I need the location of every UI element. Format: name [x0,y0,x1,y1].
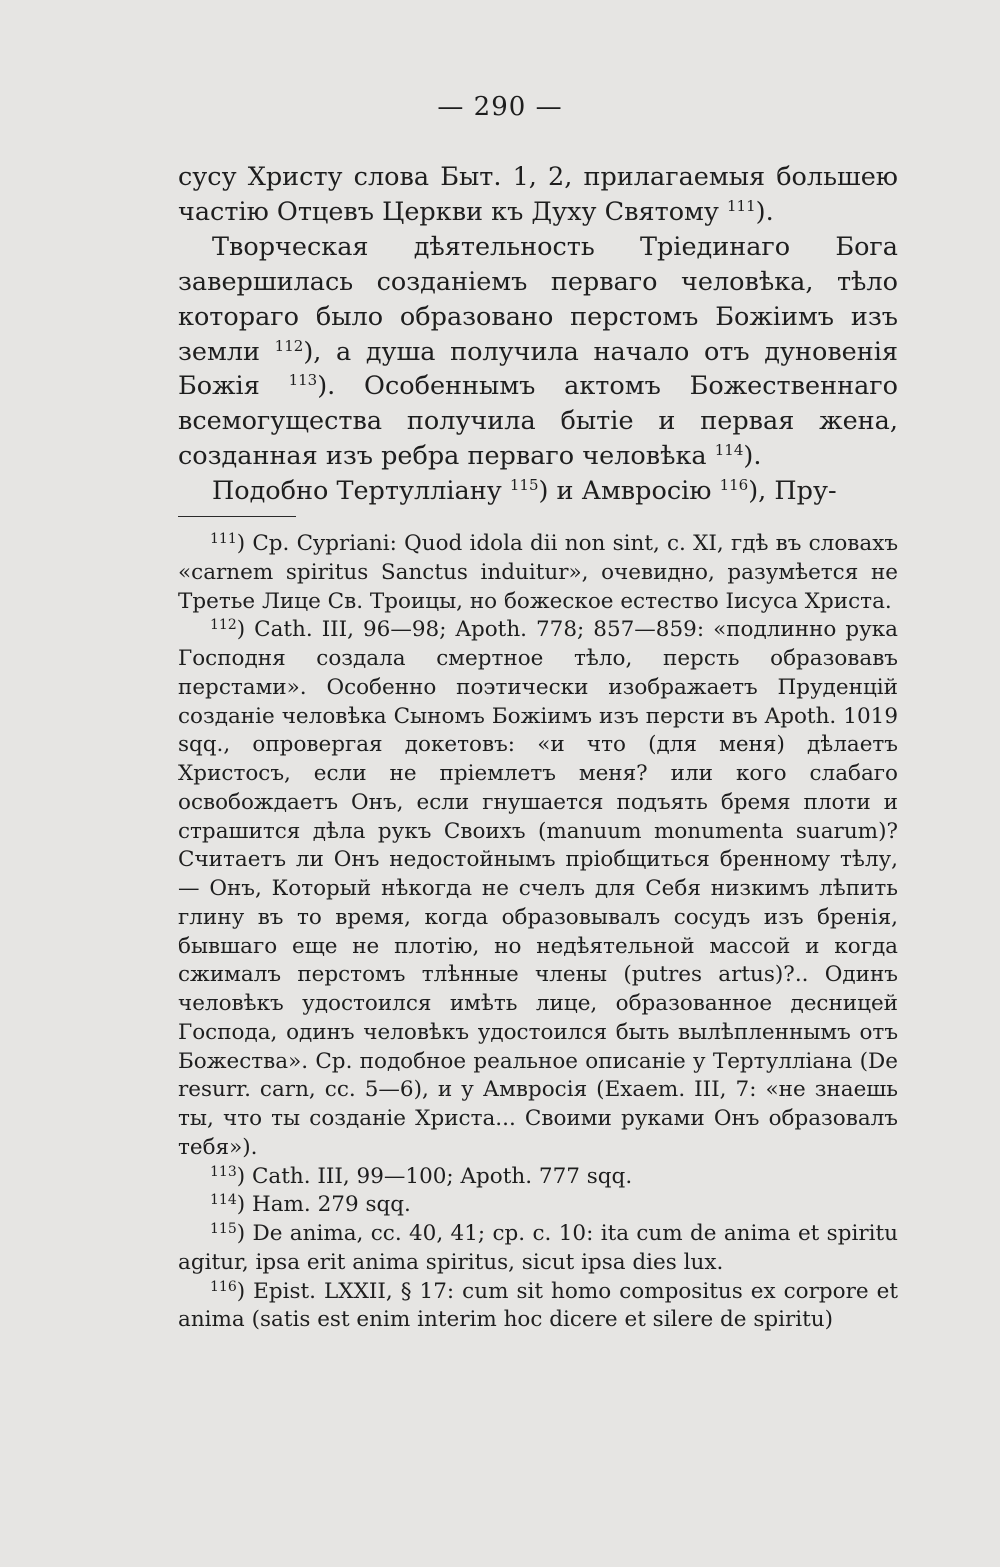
footnotes [178,530,898,1335]
footnote-ref-115: 115 [509,476,539,495]
footnote-ref-113: 113 [288,371,318,390]
paragraph-2-text-a: Творческая дѣятельность Тріединаго Бога завершилась созданіемъ перваго человѣка, тѣло котораго было образовано перстомъ Божіимъ изъ земли [178,231,898,367]
paragraph-3-text-c: ), Пру- [748,476,837,507]
footnote-ref-114: 114 [714,441,744,460]
footnote-number: 112 [210,617,237,634]
footnote-text: ) Ham. 279 sqq. [236,1192,411,1218]
footnote-number: 115 [210,1221,237,1237]
footnote-text: ) Epist. LXXII, § 17: cum sit homo compositus ex corpore et anima (satis est enim interim hoc dicere et silere de spiritu) [178,1278,898,1333]
page-number: — 290 — [437,92,563,122]
footnote-text: ) Cath. III, 99—100; Apoth. 777 sqq. [236,1163,633,1189]
footnote-111 [178,530,898,616]
footnote-ref-112: 112 [274,336,304,355]
footnote-number: 113 [210,1163,237,1180]
paragraph-1-end: ). [755,196,774,227]
footnote-number: 116 [210,1278,237,1295]
footnote-text: ) Cath. III, 96—98; Apoth. 778; 857—859: «подлинно рука Господня создала смертное тѣло, персть образовавъ перстами». Особенно поэтически изображаетъ Пруденцій созданіе человѣка Сыномъ Божіимъ изъ персти въ Apoth. 1019 sqq., опровергая докетовъ: «и что (для меня) дѣлаетъ Христосъ, если не пріемлетъ меня? или кого слабаго освобождаетъ Онъ, если гнушается подъять бремя плоти и страшится дѣла рукъ Своихъ (manuum monumenta suarum)? Считаетъ ли Онъ недостойнымъ пріобщиться бренному тѣлу,— Онъ, Который нѣкогда не счелъ для Себя низкимъ лѣпить глину въ то время, когда образовывалъ сосудъ изъ бренія, бывшаго еще не плотію, но недѣятельной массой и когда сжималъ перстомъ тлѣнные члены (putres artus)?.. Одинъ человѣкъ удостоился имѣть лице, образованное десницей Господа, одинъ человѣкъ удостоился быть вылѣпленнымъ отъ Божества». Ср. подобное реальное описаніе у Тертулліана (De resurr. carn, cc. 5—6), и у Амвросія (Exaem. III, 7: «не знаешь ты, что ты созданіе Христа... Своими руками Онъ образовалъ тебя»). [178,617,898,1160]
paragraph-3-text-a: Подобно Тертулліану [212,476,510,507]
paragraph-3-text-b: ) и Амвросію [538,476,720,507]
footnote-112 [178,616,898,1162]
footnote-text: ) De anima, cc. 40, 41; cp. c. 10: ita cum de anima et spiritu agitur, ipsa erit anima spiritus, sicut ipsa dies lux. [178,1221,898,1275]
footnote-text: ) Cp. Cypriani: Quod idola dii non sint, c. XI, гдѣ въ словахъ «carnem spiritus Sanctus induitur», очевидно, разумѣется не Третье Лице Св. Троицы, но божеское естество Іисуса Христа. [178,531,898,614]
footnote-separator [178,516,296,517]
footnote-number: 111 [210,531,237,547]
paragraph-1-text: сусу Христу слова Быт. 1, 2, прилагаемыя большею частію Отцевъ Церкви къ Духу Святому [178,162,898,227]
paragraph-2-text-d: ). [743,441,762,472]
paragraph-2 [178,230,898,474]
footnote-115 [178,1220,898,1278]
main-text [178,160,898,509]
paragraph-3 [178,474,898,509]
footnote-113 [178,1163,898,1192]
footnote-number: 114 [210,1192,237,1209]
paragraph-2-text-c: ). Особеннымъ актомъ Божественнаго всемогущества получила бытіе и первая жена, созданная изъ ребра перваго человѣка [178,371,898,472]
footnote-ref-116: 116 [719,476,749,495]
paragraph-2-text-b: ), а душа получила начало отъ дуновенія Божія [178,336,899,402]
footnote-116 [178,1278,898,1336]
paragraph-1 [178,160,898,230]
footnote-114 [178,1191,898,1220]
footnote-ref-111: 111 [727,196,756,215]
